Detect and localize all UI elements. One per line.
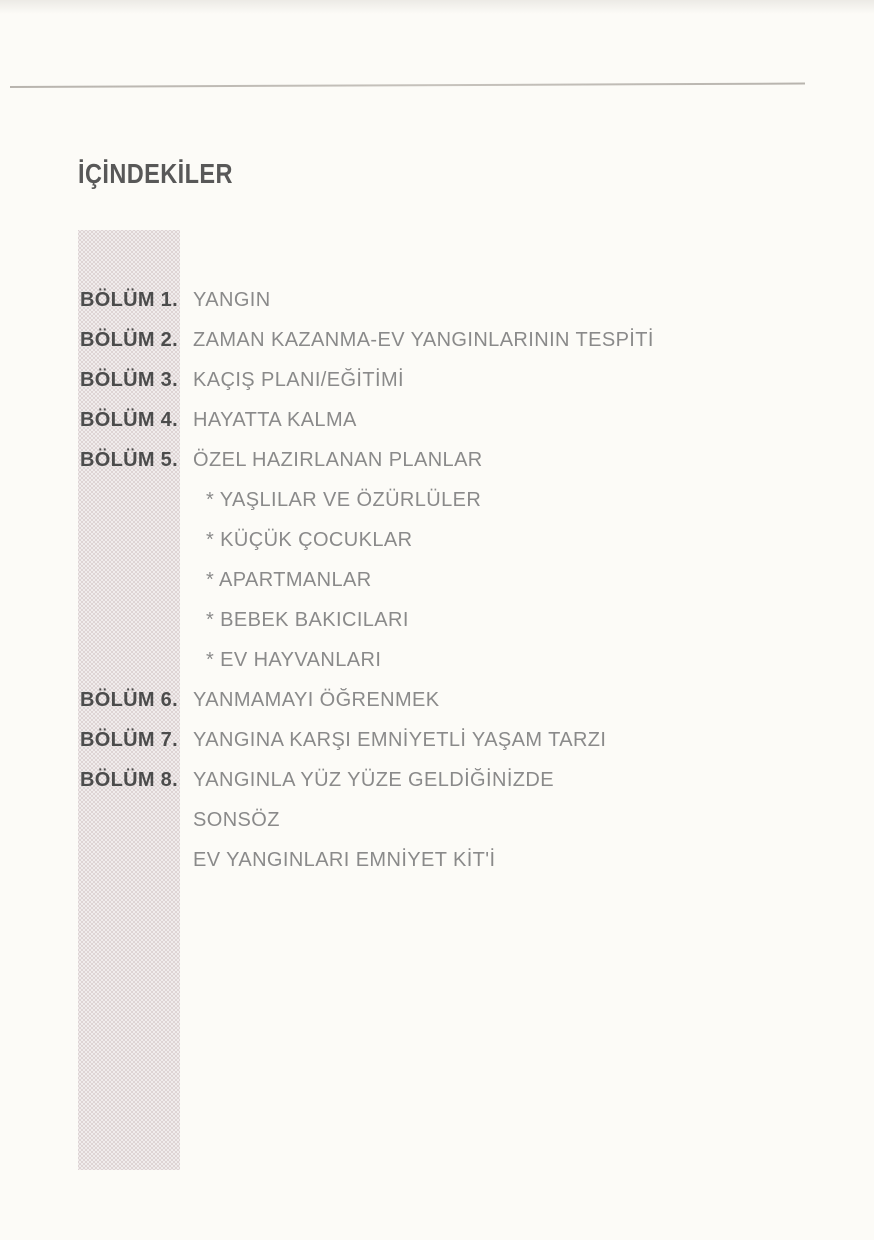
toc-row <box>80 800 844 840</box>
chapter-title: ÖZEL HAZIRLANAN PLANLAR <box>193 448 483 471</box>
horizontal-rule <box>10 83 805 88</box>
chapter-label: BÖLÜM 7. <box>80 728 178 751</box>
chapter-title: * EV HAYVANLARI <box>206 648 382 671</box>
toc-row <box>80 440 844 480</box>
chapter-title: YANMAMAYI ÖĞRENMEK <box>193 688 440 711</box>
toc-row <box>80 720 844 760</box>
chapter-title: * APARTMANLAR <box>206 568 372 591</box>
chapter-title: KAÇIŞ PLANI/EĞİTİMİ <box>193 368 404 391</box>
chapter-label: BÖLÜM 8. <box>80 768 178 791</box>
toc-row <box>80 680 844 720</box>
chapter-label: BÖLÜM 6. <box>80 688 178 711</box>
chapter-title: SONSÖZ <box>193 808 280 831</box>
page-title: İÇİNDEKİLER <box>78 158 233 189</box>
chapter-label: BÖLÜM 2. <box>80 328 178 351</box>
chapter-title: YANGIN <box>193 288 271 311</box>
chapter-title: * YAŞLILAR VE ÖZÜRLÜLER <box>206 488 482 511</box>
chapter-title: YANGINLA YÜZ YÜZE GELDİĞİNİZDE <box>193 768 554 791</box>
chapter-title: HAYATTA KALMA <box>193 408 357 431</box>
chapter-title: YANGINA KARŞI EMNİYETLİ YAŞAM TARZI <box>193 728 607 751</box>
toc-row <box>80 280 844 320</box>
toc-row <box>80 560 844 600</box>
toc-row <box>80 600 844 640</box>
chapter-label: BÖLÜM 4. <box>80 408 178 431</box>
chapter-title: * BEBEK BAKICILARI <box>206 608 409 631</box>
chapter-title: ZAMAN KAZANMA-EV YANGINLARININ TESPİTİ <box>193 328 654 351</box>
toc-row <box>80 400 844 440</box>
chapter-title: EV YANGINLARI EMNİYET KİT'İ <box>193 848 496 871</box>
toc-row <box>80 480 844 520</box>
toc-row <box>80 760 844 800</box>
chapter-label: BÖLÜM 5. <box>80 448 178 471</box>
chapter-label: BÖLÜM 1. <box>80 288 178 311</box>
chapter-title: * KÜÇÜK ÇOCUKLAR <box>206 528 413 551</box>
toc-row <box>80 360 844 400</box>
table-of-contents <box>80 280 844 880</box>
toc-row <box>80 640 844 680</box>
toc-row <box>80 840 844 880</box>
toc-row <box>80 520 844 560</box>
toc-row <box>80 320 844 360</box>
chapter-label: BÖLÜM 3. <box>80 368 178 391</box>
